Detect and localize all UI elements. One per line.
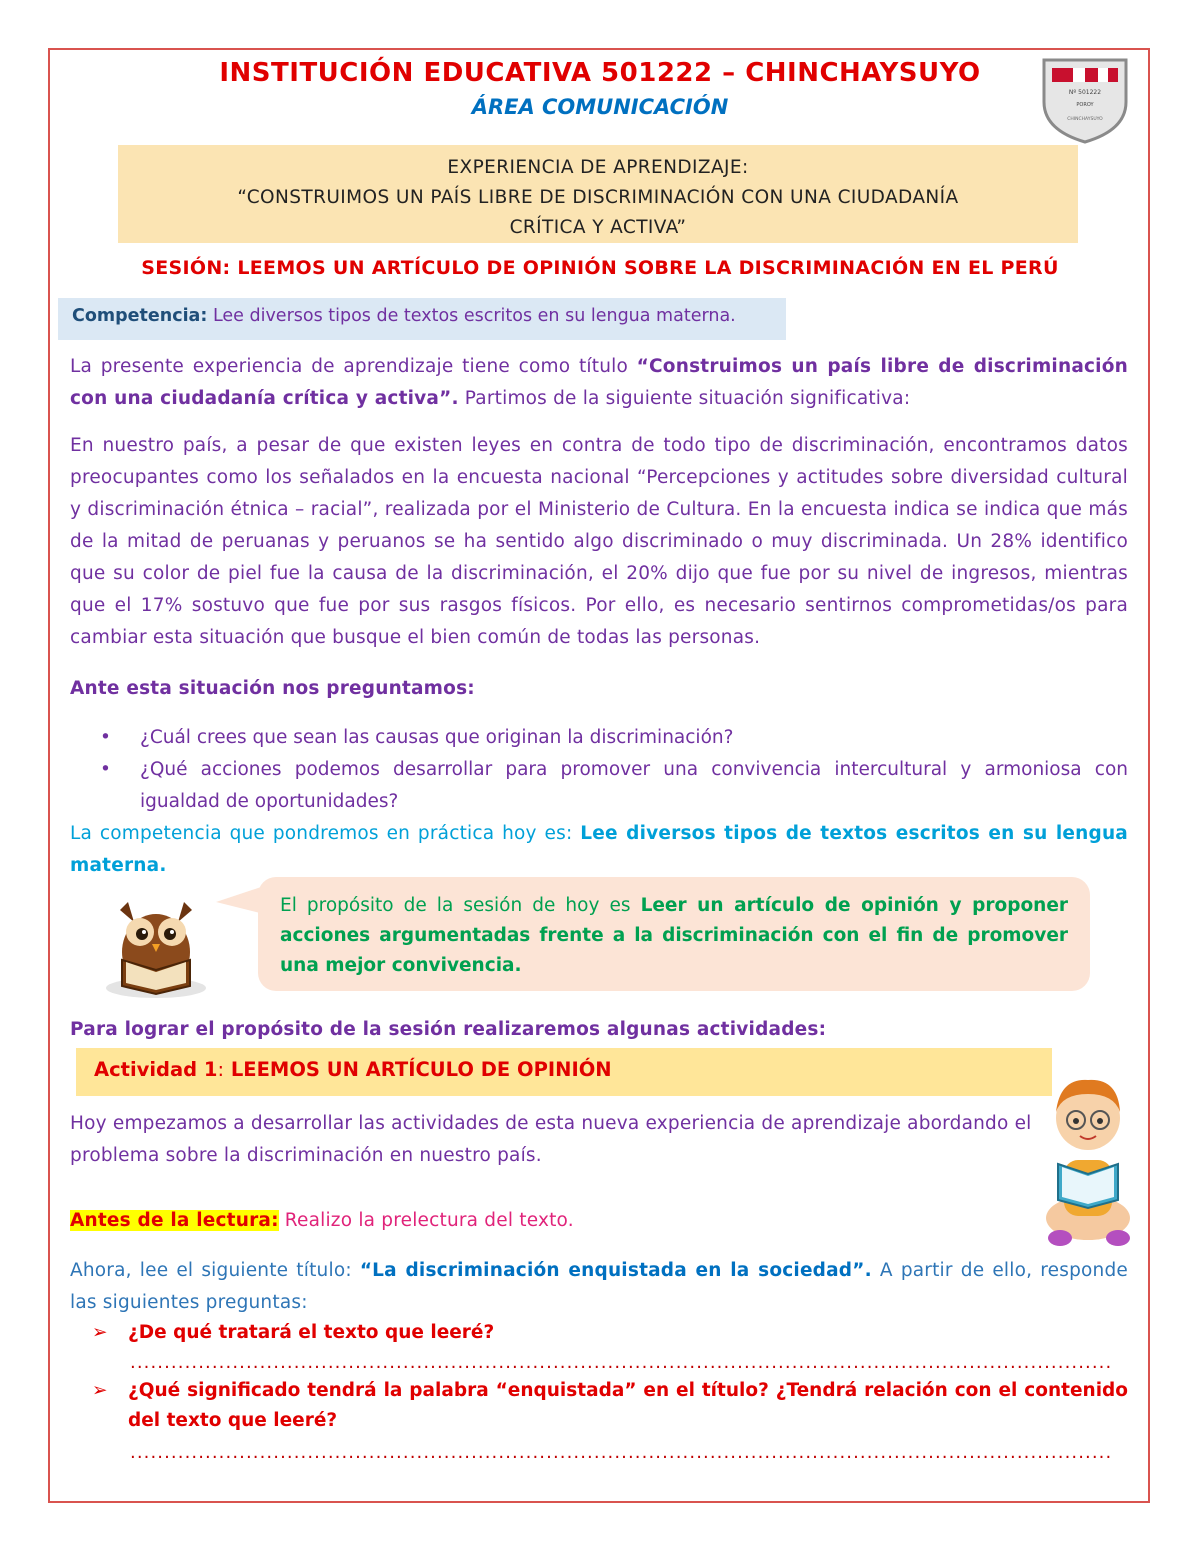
activity-colon: : [217,1058,225,1081]
before-reading-label: Antes de la lectura: [70,1210,279,1231]
intro-post: Partimos de la siguiente situación significativa: [458,388,911,409]
list-item [100,722,1128,754]
competency-text: Lee diversos tipos de textos escritos en su lengua materna. [207,306,736,326]
intro-pre: La presente experiencia de aprendizaje tiene como título [70,356,637,377]
experience-line-3: CRÍTICA Y ACTIVA” [509,217,687,238]
now-pre: Ahora, lee el siguiente título: [70,1260,360,1281]
questions-heading: Ante esta situación nos preguntamos: [70,678,475,699]
purpose-text: Leer un artículo de opinión y proponer acciones argumentadas frente a la discriminación con el fin de promover una mejor convivencia. [280,895,1069,976]
today-paragraph: Hoy empezamos a desarrollar las actividades de esta nueva experiencia de aprendizaje abordando el problema sobre la discriminación en nuestro país. [70,1113,1032,1166]
experience-line-1: EXPERIENCIA DE APRENDIZAJE: [447,157,749,178]
competency-today [70,818,1128,882]
school-crest-icon [1040,56,1130,144]
owl-reading-icon [100,888,212,1000]
list-item [100,754,1128,818]
svg-text:Nº 501222: Nº 501222 [1068,89,1102,96]
before-reading [70,1205,1070,1237]
activity-label: Actividad 1 [94,1058,218,1081]
arrow-bullet-icon: ➢ [92,1322,108,1343]
list-item [92,1318,1128,1348]
competency-today-name: Lee diversos tipos de textos escritos en su lengua materna. [70,823,1128,876]
prereading-question: ¿De qué tratará el texto que leeré? [128,1322,495,1343]
answer-line[interactable]: ................................................................................................................................................ [130,1442,1113,1463]
session-title: SESIÓN: LEEMOS UN ARTÍCULO DE OPINIÓN SOBRE LA DISCRIMINACIÓN EN EL PERÚ [141,257,1059,279]
purpose-pre: El propósito de la sesión de hoy es [280,895,641,916]
question-text: ¿Cuál crees que sean las causas que originan la discriminación? [140,727,734,748]
bullet-icon: • [100,759,111,780]
competency-today-pre: La competencia que pondremos en práctica hoy es: [70,823,581,844]
intro-title: “Construimos un país libre de discriminación con una ciudadanía crítica y activa”. [70,356,1129,409]
situation-paragraph: En nuestro país, a pesar de que existen leyes en contra de todo tipo de discriminación, encontramos datos preocupantes como los señalados en la encuesta nacional “Percepciones y actitudes sobre diversidad cultural y discriminación étnica – racial”, realizada por el Ministerio de Cultura. En la encuesta indica se indica que más de la mitad de peruanas y peruanos se ha sentido algo discriminado o muy discriminada. Un 28% identifico que su color de piel fue la causa de la discriminación, el 20% dijo que fue por su nivel de ingresos, mientras que el 17% sostuvo que fue por sus rasgos físicos. Por ello, es necesario sentirnos comprometidas/os para cambiar esta situación que busque el bien común de todas las personas. [70,435,1128,648]
purpose-bubble [258,877,1090,991]
experience-line-2: “CONSTRUIMOS UN PAÍS LIBRE DE DISCRIMINACIÓN CON UNA CIUDADANÍA [237,187,959,208]
activity-title: LEEMOS UN ARTÍCULO DE OPINIÓN [224,1058,612,1081]
experience-box [118,145,1078,243]
bullet-icon: • [100,727,111,748]
arrow-bullet-icon: ➢ [92,1380,108,1401]
competency-box [58,298,786,340]
before-reading-text: Realizo la prelectura del texto. [278,1210,574,1231]
activity-banner [76,1048,1052,1096]
svg-text:CHINCHAYSUYO: CHINCHAYSUYO [1067,117,1103,122]
intro-paragraph [70,351,1128,415]
school-title: INSTITUCIÓN EDUCATIVA 501222 – CHINCHAYSUYO [219,58,981,88]
prereading-question: ¿Qué significado tendrá la palabra “enquistada” en el título? ¿Tendrá relación con el contenido del texto que leeré? [128,1380,1128,1431]
area-title: ÁREA COMUNICACIÓN [471,95,729,119]
answer-line[interactable]: ................................................................................................................................................ [130,1352,1113,1373]
competency-label: Competencia: [72,306,208,326]
now-paragraph [70,1255,1128,1319]
svg-text:POROY: POROY [1076,102,1094,108]
now-post: A partir de ello, responde las siguientes preguntas: [70,1260,1128,1313]
list-item [92,1376,1128,1436]
reading-title: “La discriminación enquistada en la sociedad”. [359,1260,872,1281]
activities-intro: Para lograr el propósito de la sesión realizaremos algunas actividades: [70,1019,827,1040]
question-text: ¿Qué acciones podemos desarrollar para promover una convivencia intercultural y armoniosa con igualdad de oportunidades? [140,759,1128,812]
speech-bubble-tail [216,880,264,920]
